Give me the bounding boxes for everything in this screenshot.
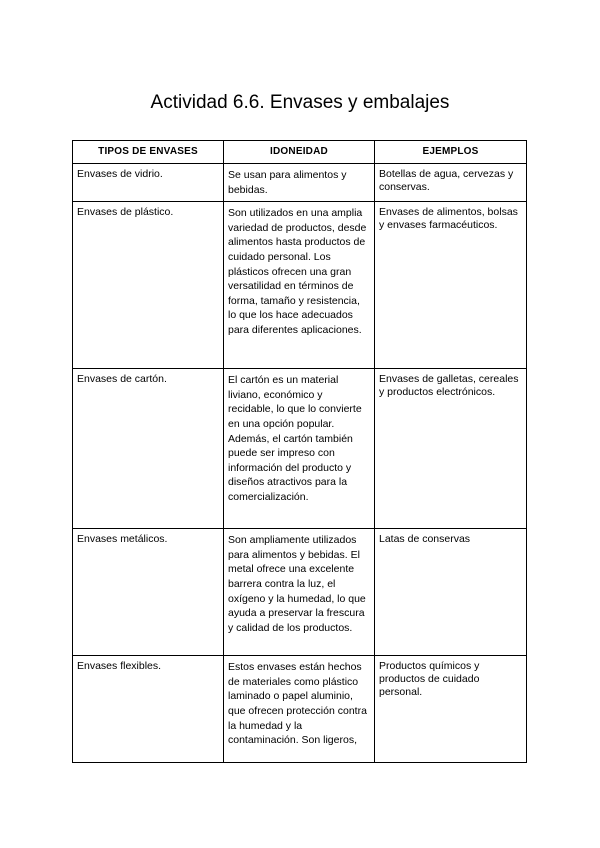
cell-suitability: Son utilizados en una amplia variedad de productos, desde alimentos hasta productos de cuidado personal. Los plásticos ofrecen una gran versatilidad en términos de forma, tamaño y resistencia, lo que los hace adecuados para diferentes aplicaciones.: [224, 202, 375, 369]
cell-type: Envases de vidrio.: [73, 164, 224, 202]
cell-type: Envases de plástico.: [73, 202, 224, 369]
table-row: [73, 656, 527, 763]
table-row: [73, 369, 527, 529]
cell-examples: Envases de alimentos, bolsas y envases farmacéuticos.: [375, 202, 527, 369]
cell-examples: Botellas de agua, cervezas y conservas.: [375, 164, 527, 202]
cell-examples: Productos químicos y productos de cuidado personal.: [375, 656, 527, 763]
header-types: TIPOS DE ENVASES: [73, 141, 224, 164]
cell-suitability: Estos envases están hechos de materiales como plástico laminado o papel aluminio, que ofrecen protección contra la humedad y la contaminación. Son ligeros,: [224, 656, 375, 763]
header-examples: EJEMPLOS: [375, 141, 527, 164]
table-header-row: [73, 141, 527, 164]
header-suitability: IDONEIDAD: [224, 141, 375, 164]
cell-type: Envases de cartón.: [73, 369, 224, 529]
cell-suitability: Se usan para alimentos y bebidas.: [224, 164, 375, 202]
cell-suitability: Son ampliamente utilizados para alimentos y bebidas. El metal ofrece una excelente barrera contra la luz, el oxígeno y la humedad, lo que ayuda a preservar la frescura y calidad de los productos.: [224, 529, 375, 656]
cell-type: Envases flexibles.: [73, 656, 224, 763]
cell-suitability: El cartón es un material liviano, económico y recidable, lo que lo convierte en una opción popular. Además, el cartón también puede ser impreso con información del producto y diseños atractivos para la comercialización.: [224, 369, 375, 529]
table-row: [73, 202, 527, 369]
page-title: Actividad 6.6. Envases y embalajes: [150, 92, 450, 113]
table-row: [73, 529, 527, 656]
cell-examples: Envases de galletas, cereales y productos electrónicos.: [375, 369, 527, 529]
cell-examples: Latas de conservas: [375, 529, 527, 656]
cell-type: Envases metálicos.: [73, 529, 224, 656]
packaging-table: [72, 140, 527, 763]
table-row: [73, 164, 527, 202]
